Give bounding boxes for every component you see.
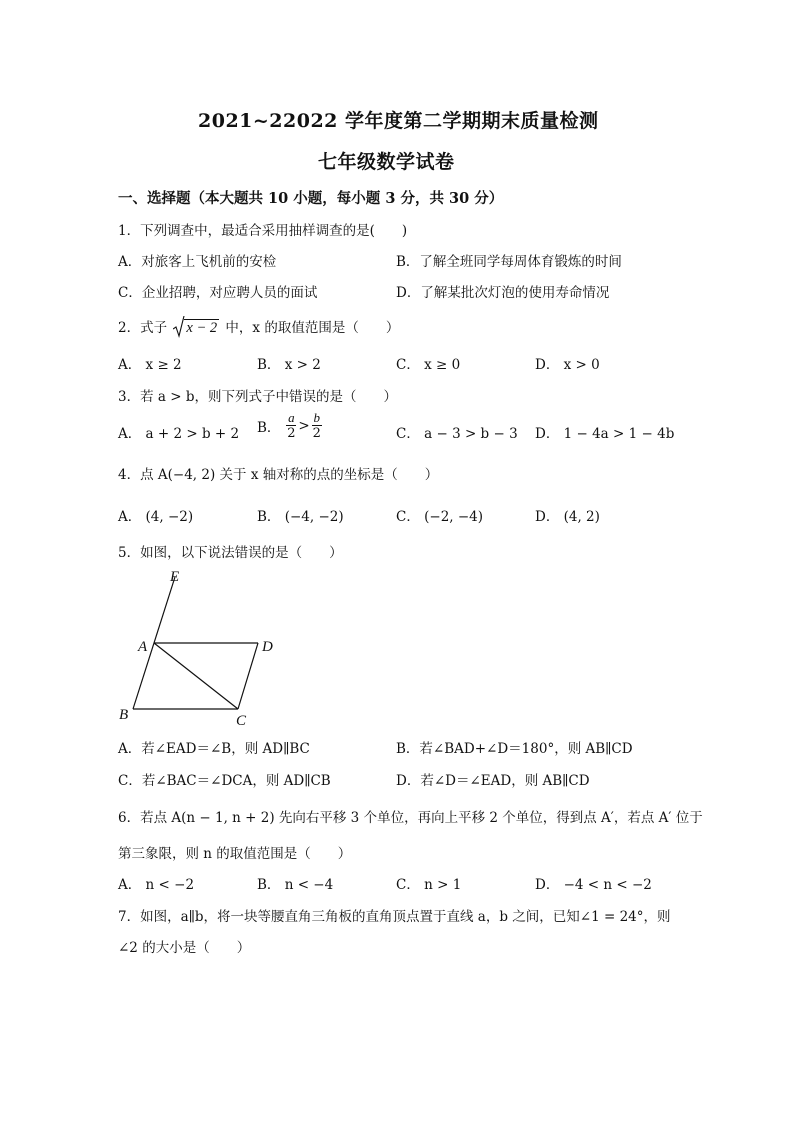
line-ac: [154, 643, 238, 709]
greater-than-sign: >: [298, 417, 310, 434]
question-1-option-a: A．对旅客上飞机前的安检: [118, 254, 277, 270]
option-b-label: B．: [257, 419, 281, 436]
section-heading: 一、选择题（本大题共 10 小题，每小题 3 分，共 30 分）: [118, 190, 504, 207]
question-7-stem-line2: ∠2 的大小是（ ）: [118, 940, 251, 956]
question-2-stem: [118, 316, 399, 337]
question-1-stem: 1．下列调查中，最适合采用抽样调查的是( ): [118, 223, 408, 239]
sqrt-sign-icon: [173, 316, 185, 338]
question-6-option-b: B． n < −4: [257, 877, 334, 893]
question-6-stem-line2: 第三象限，则 n 的取值范围是（ ）: [118, 846, 352, 862]
question-3-stem: 3．若 a > b，则下列式子中错误的是（ ）: [118, 389, 397, 405]
question-6-option-d: D． −4 < n < −2: [535, 877, 652, 893]
question-5-stem: 5．如图，以下说法错误的是（ ）: [118, 545, 343, 561]
label-c: C: [236, 713, 247, 729]
question-3-option-d: D． 1 − 4a > 1 − 4b: [535, 426, 675, 442]
exam-subtitle: 七年级数学试卷: [318, 151, 455, 173]
question-3-option-a: A． a + 2 > b + 2: [118, 426, 240, 442]
fraction-numerator: b: [313, 410, 320, 425]
question-2-stem-prefix: 2．式子: [118, 320, 168, 336]
question-5-option-b: B．若∠BAD+∠D＝180°，则 AB∥CD: [396, 741, 633, 757]
label-b: B: [119, 707, 129, 723]
question-5-option-d: D．若∠D＝∠EAD，则 AB∥CD: [396, 773, 590, 789]
label-d: D: [262, 639, 273, 655]
question-4-stem: 4．点 A(−4, 2) 关于 x 轴对称的点的坐标是（ ）: [118, 467, 439, 483]
question-1-option-b: B．了解全班同学每周体育锻炼的时间: [396, 254, 622, 270]
question-4-option-a: A． (4, −2): [118, 509, 194, 525]
question-1-option-d: D．了解某批次灯泡的使用寿命情况: [396, 285, 610, 301]
question-3-option-c: C． a − 3 > b − 3: [396, 426, 518, 442]
question-2-stem-suffix: 中，x 的取值范围是（ ）: [225, 320, 400, 336]
question-6-option-c: C． n > 1: [396, 877, 462, 893]
exam-title: 2021~22022 学年度第二学期期末质量检测: [198, 110, 599, 132]
question-4-option-d: D． (4, 2): [535, 509, 600, 525]
question-2-option-c: C． x ≥ 0: [396, 357, 461, 373]
label-e: E: [170, 569, 180, 585]
fraction-a-over-2: [286, 410, 296, 441]
question-3-option-b: [257, 410, 322, 441]
question-4-option-b: B． (−4, −2): [257, 509, 344, 525]
question-6-option-a: A． n < −2: [118, 877, 195, 893]
question-5-option-c: C．若∠BAC＝∠DCA，则 AD∥CB: [118, 773, 331, 789]
question-6-stem-line1: 6．若点 A(n − 1, n + 2) 先向右平移 3 个单位，再向上平移 2 个单位，得到点 A′，若点 A′ 位于: [118, 810, 703, 826]
question-4-option-c: C． (−2, −4): [396, 509, 484, 525]
line-dc: [238, 643, 258, 709]
sqrt-radical: [173, 320, 219, 337]
question-7-stem-line1: 7．如图，a∥b，将一块等腰直角三角板的直角顶点置于直线 a，b 之间，已知∠1 = 24°，则: [118, 909, 671, 925]
label-a: A: [138, 639, 148, 655]
fraction-numerator: a: [288, 410, 295, 425]
fraction-denominator: 2: [287, 426, 296, 441]
sqrt-radicand: x − 2: [186, 320, 218, 336]
question-1-option-c: C．企业招聘，对应聘人员的面试: [118, 285, 318, 301]
fraction-denominator: 2: [312, 426, 321, 441]
question-2-option-a: A． x ≥ 2: [118, 357, 182, 373]
question-5-option-a: A．若∠EAD＝∠B，则 AD∥BC: [118, 741, 310, 757]
question-2-option-d: D． x > 0: [535, 357, 600, 373]
fraction-b-over-2: [312, 410, 322, 441]
parallelogram-figure: [112, 563, 292, 733]
question-2-option-b: B． x > 2: [257, 357, 321, 373]
